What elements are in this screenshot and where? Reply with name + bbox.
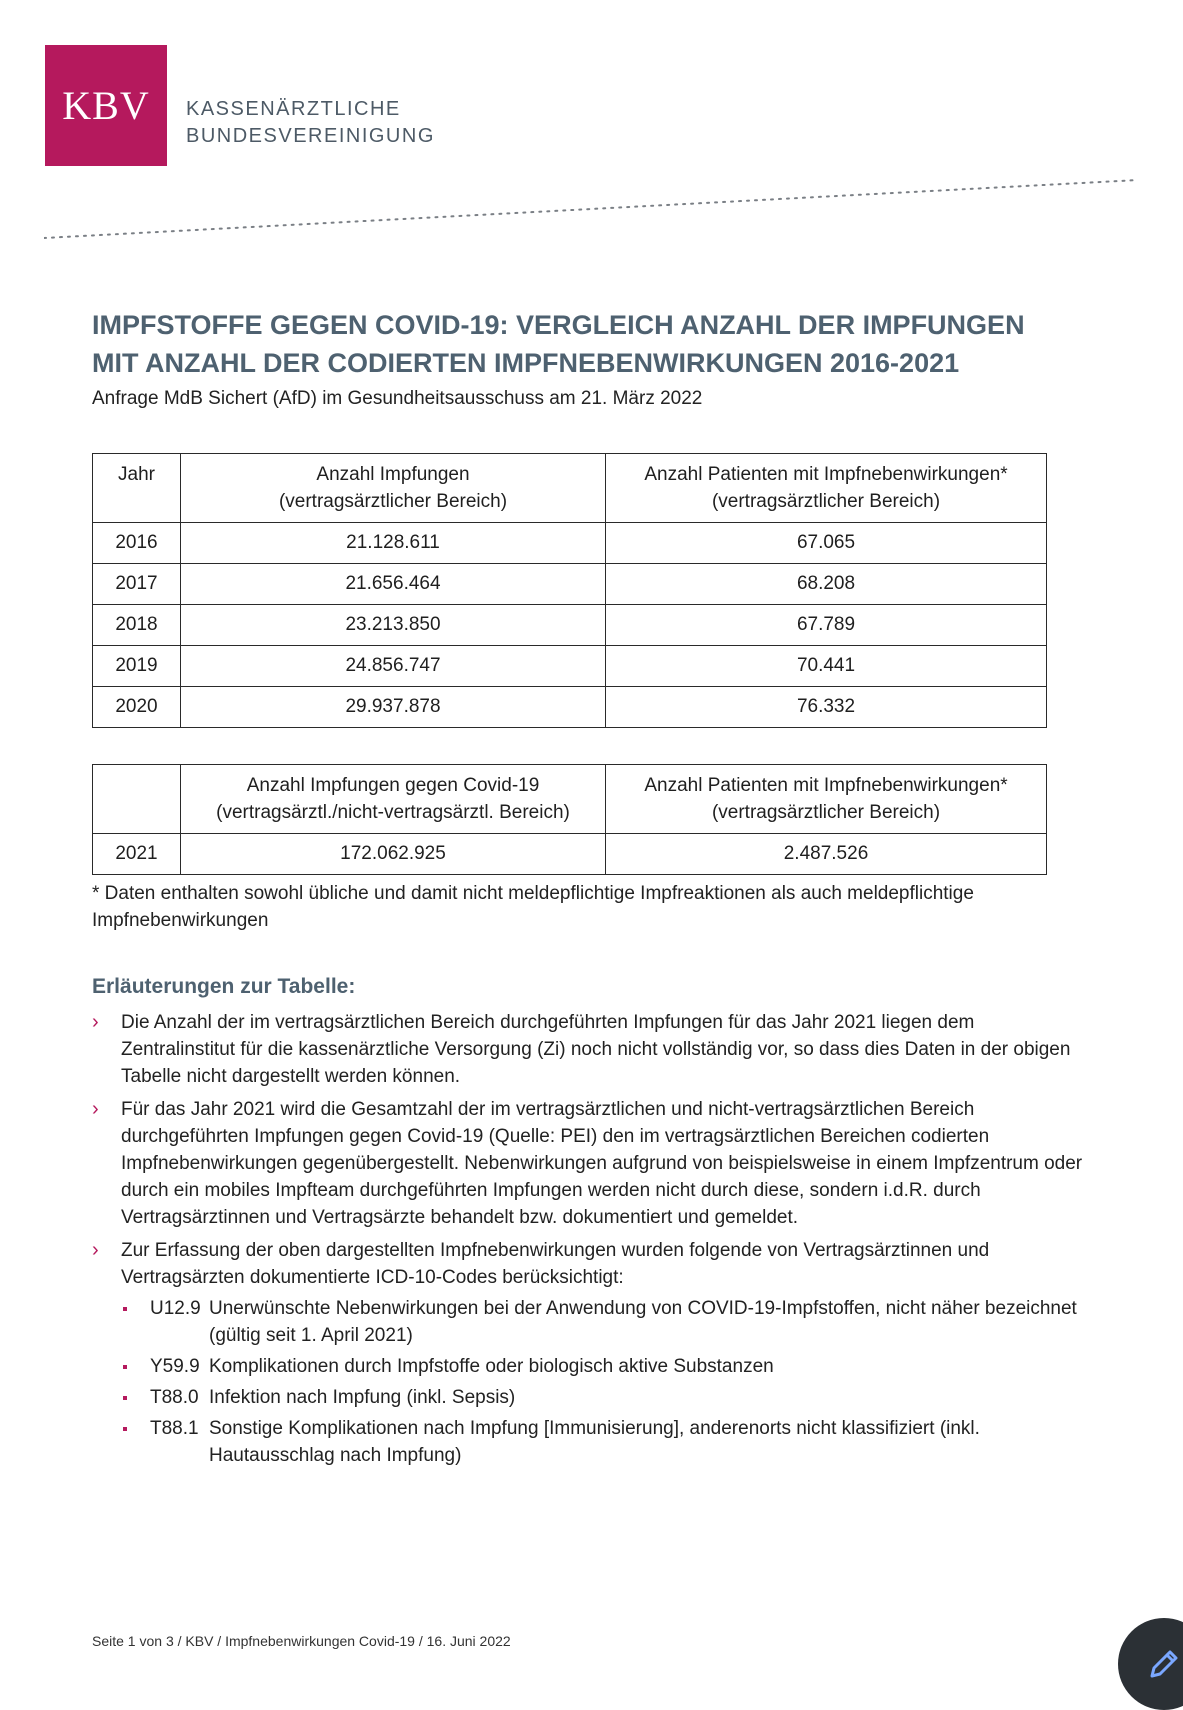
header-patients-line1: Anzahl Patienten mit Impfnebenwirkungen* <box>644 464 1008 485</box>
pencil-icon <box>1146 1646 1182 1682</box>
table-row <box>93 564 1047 605</box>
icd-description: Komplikationen durch Impfstoffe oder biologisch aktive Substanzen <box>209 1356 774 1377</box>
icd-code: U12.9 <box>150 1298 201 1319</box>
page-footer: Seite 1 von 3 / KBV / Impfnebenwirkungen Covid-19 / 16. Juni 2022 <box>92 1633 511 1649</box>
kbv-logo <box>45 45 167 166</box>
page-title <box>92 306 1112 382</box>
cell-vaccinations: 29.937.878 <box>181 687 606 728</box>
table-header-row <box>93 765 1047 834</box>
table-row <box>93 523 1047 564</box>
table-row <box>93 646 1047 687</box>
icd-description: Sonstige Komplikationen nach Impfung [Immunisierung], anderenorts nicht klassifiziert (inkl. Hautausschlag nach Impfung) <box>209 1418 980 1466</box>
table-footnote: * Daten enthalten sowohl übliche und damit nicht meldepflichtige Impfreaktionen als auch meldepflichtige Impfnebenwirkungen <box>92 883 974 931</box>
icd-code-list <box>121 1295 1092 1469</box>
cell-vaccinations: 21.656.464 <box>181 564 606 605</box>
vaccination-table-2016-2020 <box>92 453 1047 728</box>
cell-year: 2017 <box>93 564 181 605</box>
icd-code: T88.1 <box>150 1418 199 1439</box>
header-vaccinations-line1: Anzahl Impfungen gegen Covid-19 <box>246 775 540 796</box>
cell-patients: 70.441 <box>606 646 1047 687</box>
cell-year: 2016 <box>93 523 181 564</box>
icd-code: T88.0 <box>150 1387 199 1408</box>
header-vaccinations <box>181 765 606 834</box>
icd-description: Unerwünschte Nebenwirkungen bei der Anwendung von COVID-19-Impfstoffen, nicht näher bezeichnet (gültig seit 1. April 2021) <box>209 1298 1077 1346</box>
cell-patients: 67.789 <box>606 605 1047 646</box>
explanations-heading: Erläuterungen zur Tabelle: <box>92 975 356 998</box>
bullet-arrow-icon: › <box>92 1011 99 1033</box>
table-row <box>93 834 1047 875</box>
cell-patients: 68.208 <box>606 564 1047 605</box>
cell-vaccinations: 24.856.747 <box>181 646 606 687</box>
dotted-divider <box>44 178 1144 242</box>
cell-year: 2019 <box>93 646 181 687</box>
header-patients <box>606 765 1047 834</box>
page-subtitle: Anfrage MdB Sichert (AfD) im Gesundheitsausschuss am 21. März 2022 <box>92 388 703 409</box>
list-item <box>92 1237 1092 1469</box>
header-vaccinations-line1: Anzahl Impfungen <box>316 464 470 485</box>
icd-code-item <box>121 1353 1092 1380</box>
organization-name-line1: KASSENÄRZTLICHE <box>186 98 401 120</box>
header-year: Jahr <box>93 454 181 523</box>
header-patients-line2: (vertragsärztlicher Bereich) <box>711 491 941 512</box>
cell-vaccinations: 21.128.611 <box>181 523 606 564</box>
explanations-list <box>92 1009 1092 1475</box>
header-patients <box>606 454 1047 523</box>
square-bullet-icon <box>123 1396 127 1400</box>
edit-button[interactable] <box>1118 1618 1183 1710</box>
cell-vaccinations: 172.062.925 <box>181 834 606 875</box>
header-vaccinations-line2: (vertragsärztl./nicht-vertragsärztl. Bereich) <box>216 802 570 823</box>
list-item <box>92 1096 1092 1231</box>
cell-patients: 76.332 <box>606 687 1047 728</box>
icd-code-item <box>121 1384 1092 1411</box>
cell-patients: 67.065 <box>606 523 1047 564</box>
header-vaccinations-line2: (vertragsärztlicher Bereich) <box>278 491 508 512</box>
cell-patients: 2.487.526 <box>606 834 1047 875</box>
header-vaccinations <box>181 454 606 523</box>
page-title-line1: IMPFSTOFFE GEGEN COVID-19: VERGLEICH ANZAHL DER IMPFUNGEN <box>92 310 1025 340</box>
table-header-row <box>93 454 1047 523</box>
cell-vaccinations: 23.213.850 <box>181 605 606 646</box>
header-patients-line2: (vertragsärztlicher Bereich) <box>711 802 941 823</box>
list-item <box>92 1009 1092 1090</box>
bullet-arrow-icon: › <box>92 1098 99 1120</box>
icd-code: Y59.9 <box>150 1356 200 1377</box>
square-bullet-icon <box>123 1307 127 1311</box>
cell-year: 2018 <box>93 605 181 646</box>
header-year <box>93 765 181 834</box>
organization-name <box>186 96 435 150</box>
list-item-text: Für das Jahr 2021 wird die Gesamtzahl der im vertragsärztlichen und nicht-vertragsärztlichen Bereich durchgeführten Impfungen gegen Covid-19 (Quelle: PEI) den im vertragsärztlichen Bereichen codierten Impfnebenwirkungen gegenübergestellt. Nebenwirkungen aufgrund von beispielsweise in einem Impfzentrum oder durch ein mobiles Impfteam durchgeführten Impfungen werden nicht durch diese, sondern i.d.R. durch Vertragsärztinnen und Vertragsärzte behandelt bzw. dokumentiert und gemeldet. <box>121 1099 1083 1228</box>
icd-code-item <box>121 1295 1092 1349</box>
organization-name-line2: BUNDESVEREINIGUNG <box>186 125 435 147</box>
list-item-text: Die Anzahl der im vertragsärztlichen Bereich durchgeführten Impfungen für das Jahr 2021 liegen dem Zentralinstitut für die kassenärztliche Versorgung (Zi) noch nicht vollständig vor, so dass dies Daten in der obigen Tabelle nicht dargestellt werden können. <box>121 1012 1071 1087</box>
table-row <box>93 687 1047 728</box>
square-bullet-icon <box>123 1365 127 1369</box>
bullet-arrow-icon: › <box>92 1239 99 1261</box>
list-item-text: Zur Erfassung der oben dargestellten Impfnebenwirkungen wurden folgende von Vertragsärztinnen und Vertragsärzten dokumentierte ICD-10-Codes berücksichtigt: <box>121 1240 990 1288</box>
icd-code-item <box>121 1415 1092 1469</box>
icd-description: Infektion nach Impfung (inkl. Sepsis) <box>209 1387 516 1408</box>
cell-year: 2020 <box>93 687 181 728</box>
table-row <box>93 605 1047 646</box>
vaccination-table-2021 <box>92 764 1047 875</box>
page-title-line2: MIT ANZAHL DER CODIERTEN IMPFNEBENWIRKUNGEN 2016-2021 <box>92 348 960 378</box>
logo-text: KBV <box>62 83 150 128</box>
cell-year: 2021 <box>93 834 181 875</box>
square-bullet-icon <box>123 1427 127 1431</box>
header-patients-line1: Anzahl Patienten mit Impfnebenwirkungen* <box>644 775 1008 796</box>
